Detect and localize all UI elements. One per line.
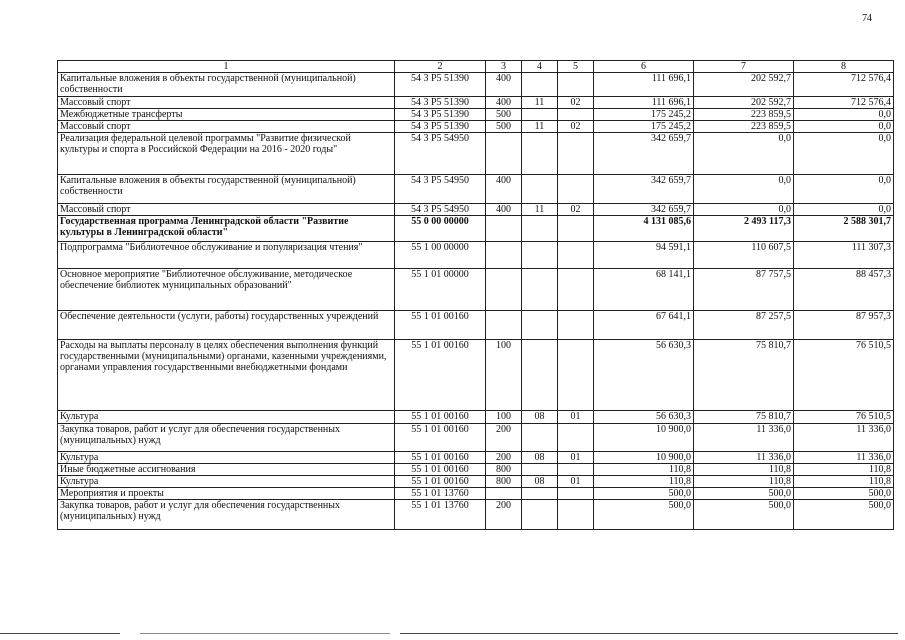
row-amount-7-cell: 0,0 — [694, 133, 794, 175]
row-expense-type-cell: 400 — [486, 175, 522, 204]
row-section-cell: 08 — [522, 476, 558, 488]
row-expense-type-cell: 400 — [486, 73, 522, 97]
table-header-row — [58, 61, 894, 73]
row-amount-8-cell: 11 336,0 — [794, 452, 894, 464]
row-subsection-cell: 01 — [558, 452, 594, 464]
table-row — [58, 242, 894, 269]
table-row — [58, 424, 894, 452]
table-row — [58, 269, 894, 311]
row-section-cell — [522, 340, 558, 411]
row-amount-7-cell: 75 810,7 — [694, 411, 794, 424]
row-amount-7-cell: 202 592,7 — [694, 73, 794, 97]
row-code-cell: 54 3 P5 51390 — [395, 121, 486, 133]
row-amount-8-cell: 0,0 — [794, 109, 894, 121]
row-section-cell: 11 — [522, 97, 558, 109]
row-name-cell: Массовый спорт — [58, 97, 395, 109]
row-subsection-cell: 01 — [558, 411, 594, 424]
row-code-cell: 55 1 01 00160 — [395, 340, 486, 411]
row-amount-8-cell: 0,0 — [794, 121, 894, 133]
table-row — [58, 121, 894, 133]
row-amount-8-cell: 11 336,0 — [794, 424, 894, 452]
row-name-cell: Обеспечение деятельности (услуги, работы) государственных учреждений — [58, 311, 395, 340]
row-subsection-cell — [558, 488, 594, 500]
row-section-cell — [522, 311, 558, 340]
row-amount-6-cell: 342 659,7 — [594, 133, 694, 175]
row-amount-7-cell: 500,0 — [694, 488, 794, 500]
table-row — [58, 97, 894, 109]
row-subsection-cell — [558, 424, 594, 452]
row-subsection-cell: 02 — [558, 204, 594, 216]
row-expense-type-cell — [486, 269, 522, 311]
row-section-cell — [522, 464, 558, 476]
row-amount-8-cell: 712 576,4 — [794, 97, 894, 109]
column-header: 5 — [558, 61, 594, 73]
row-name-cell: Иные бюджетные ассигнования — [58, 464, 395, 476]
row-section-cell — [522, 175, 558, 204]
row-name-cell: Закупка товаров, работ и услуг для обеспечения государственных (муниципальных) нужд — [58, 500, 395, 530]
row-amount-7-cell: 0,0 — [694, 175, 794, 204]
row-section-cell — [522, 488, 558, 500]
row-name-cell: Мероприятия и проекты — [58, 488, 395, 500]
row-subsection-cell — [558, 73, 594, 97]
row-section-cell — [522, 424, 558, 452]
row-code-cell: 55 1 00 00000 — [395, 242, 486, 269]
row-amount-6-cell: 111 696,1 — [594, 73, 694, 97]
row-amount-8-cell: 111 307,3 — [794, 242, 894, 269]
row-section-cell: 08 — [522, 452, 558, 464]
row-amount-7-cell: 110,8 — [694, 476, 794, 488]
row-amount-6-cell: 4 131 085,6 — [594, 216, 694, 242]
row-section-cell: 08 — [522, 411, 558, 424]
row-amount-6-cell: 94 591,1 — [594, 242, 694, 269]
table-row — [58, 175, 894, 204]
row-amount-7-cell: 0,0 — [694, 204, 794, 216]
row-name-cell: Культура — [58, 452, 395, 464]
table-body — [58, 73, 894, 530]
table-row — [58, 411, 894, 424]
row-name-cell: Реализация федеральной целевой программы "Развитие физической культуры и спорта в Российской Федерации на 2016 - 2020 годы" — [58, 133, 395, 175]
row-section-cell — [522, 133, 558, 175]
row-subsection-cell — [558, 242, 594, 269]
row-code-cell: 55 1 01 00160 — [395, 424, 486, 452]
row-section-cell — [522, 269, 558, 311]
table-row — [58, 73, 894, 97]
row-code-cell: 55 1 01 13760 — [395, 500, 486, 530]
row-amount-6-cell: 10 900,0 — [594, 424, 694, 452]
row-section-cell: 11 — [522, 121, 558, 133]
row-amount-7-cell: 87 757,5 — [694, 269, 794, 311]
row-name-cell: Государственная программа Ленинградской области "Развитие культуры в Ленинградской области" — [58, 216, 395, 242]
row-amount-7-cell: 11 336,0 — [694, 452, 794, 464]
row-amount-7-cell: 223 859,5 — [694, 121, 794, 133]
row-code-cell: 54 3 P5 54950 — [395, 133, 486, 175]
column-header: 4 — [522, 61, 558, 73]
row-amount-6-cell: 342 659,7 — [594, 204, 694, 216]
row-subsection-cell — [558, 133, 594, 175]
row-code-cell: 55 1 01 00160 — [395, 464, 486, 476]
row-subsection-cell — [558, 109, 594, 121]
row-amount-6-cell: 56 630,3 — [594, 411, 694, 424]
row-code-cell: 55 1 01 00160 — [395, 452, 486, 464]
row-amount-6-cell: 342 659,7 — [594, 175, 694, 204]
row-name-cell: Капитальные вложения в объекты государственной (муниципальной) собственности — [58, 175, 395, 204]
row-amount-8-cell: 0,0 — [794, 175, 894, 204]
row-name-cell: Культура — [58, 476, 395, 488]
table-row — [58, 204, 894, 216]
row-subsection-cell — [558, 311, 594, 340]
row-expense-type-cell — [486, 242, 522, 269]
row-name-cell: Закупка товаров, работ и услуг для обеспечения государственных (муниципальных) нужд — [58, 424, 395, 452]
row-amount-6-cell: 500,0 — [594, 500, 694, 530]
table-row — [58, 340, 894, 411]
row-expense-type-cell: 500 — [486, 109, 522, 121]
row-amount-6-cell: 175 245,2 — [594, 121, 694, 133]
row-expense-type-cell: 200 — [486, 452, 522, 464]
row-subsection-cell — [558, 216, 594, 242]
row-amount-6-cell: 111 696,1 — [594, 97, 694, 109]
row-code-cell: 55 1 01 00160 — [395, 476, 486, 488]
row-amount-6-cell: 68 141,1 — [594, 269, 694, 311]
row-section-cell — [522, 216, 558, 242]
budget-table — [57, 60, 894, 530]
row-name-cell: Массовый спорт — [58, 121, 395, 133]
row-subsection-cell — [558, 175, 594, 204]
row-code-cell: 55 1 01 00000 — [395, 269, 486, 311]
row-name-cell: Капитальные вложения в объекты государственной (муниципальной) собственности — [58, 73, 395, 97]
scan-artifact-line — [0, 633, 120, 634]
scan-artifact-line — [400, 633, 898, 634]
row-subsection-cell: 02 — [558, 97, 594, 109]
table-row — [58, 311, 894, 340]
row-amount-6-cell: 110,8 — [594, 464, 694, 476]
row-name-cell: Массовый спорт — [58, 204, 395, 216]
row-expense-type-cell: 400 — [486, 97, 522, 109]
row-amount-8-cell: 0,0 — [794, 204, 894, 216]
table-row — [58, 476, 894, 488]
row-expense-type-cell — [486, 133, 522, 175]
column-header: 8 — [794, 61, 894, 73]
row-section-cell — [522, 500, 558, 530]
row-amount-8-cell: 88 457,3 — [794, 269, 894, 311]
row-code-cell: 54 3 P5 51390 — [395, 109, 486, 121]
row-amount-8-cell: 2 588 301,7 — [794, 216, 894, 242]
table-row — [58, 452, 894, 464]
row-amount-8-cell: 110,8 — [794, 464, 894, 476]
row-expense-type-cell: 200 — [486, 500, 522, 530]
row-amount-8-cell: 87 957,3 — [794, 311, 894, 340]
row-amount-8-cell: 500,0 — [794, 488, 894, 500]
table-row — [58, 109, 894, 121]
table-row — [58, 488, 894, 500]
row-subsection-cell — [558, 500, 594, 530]
row-expense-type-cell: 100 — [486, 340, 522, 411]
row-amount-8-cell: 0,0 — [794, 133, 894, 175]
table-row — [58, 464, 894, 476]
row-code-cell: 54 3 P5 54950 — [395, 175, 486, 204]
row-name-cell: Подпрограмма "Библиотечное обслуживание и популяризация чтения" — [58, 242, 395, 269]
page-number: 74 — [862, 13, 872, 24]
scan-artifact-line — [140, 633, 390, 634]
row-subsection-cell — [558, 269, 594, 311]
row-subsection-cell — [558, 340, 594, 411]
row-subsection-cell: 01 — [558, 476, 594, 488]
row-expense-type-cell: 500 — [486, 121, 522, 133]
table-row — [58, 500, 894, 530]
row-expense-type-cell: 400 — [486, 204, 522, 216]
row-amount-8-cell: 76 510,5 — [794, 411, 894, 424]
row-amount-7-cell: 223 859,5 — [694, 109, 794, 121]
row-name-cell: Межбюджетные трансферты — [58, 109, 395, 121]
row-amount-7-cell: 110,8 — [694, 464, 794, 476]
row-amount-8-cell: 712 576,4 — [794, 73, 894, 97]
row-amount-6-cell: 110,8 — [594, 476, 694, 488]
column-header: 2 — [395, 61, 486, 73]
column-header: 3 — [486, 61, 522, 73]
row-expense-type-cell: 800 — [486, 476, 522, 488]
row-amount-6-cell: 56 630,3 — [594, 340, 694, 411]
row-code-cell: 54 3 P5 51390 — [395, 97, 486, 109]
row-code-cell: 54 3 P5 51390 — [395, 73, 486, 97]
row-code-cell: 54 3 P5 54950 — [395, 204, 486, 216]
row-amount-6-cell: 175 245,2 — [594, 109, 694, 121]
row-name-cell: Основное мероприятие "Библиотечное обслуживание, методическое обеспечение библиотек муниципальных образований" — [58, 269, 395, 311]
column-header: 6 — [594, 61, 694, 73]
row-name-cell: Расходы на выплаты персоналу в целях обеспечения выполнения функций государственными (муниципальными) органами, казенными учреждениями, органами управления государственными внебюджетными фондами — [58, 340, 395, 411]
table-row — [58, 133, 894, 175]
column-header: 1 — [58, 61, 395, 73]
row-expense-type-cell: 200 — [486, 424, 522, 452]
row-section-cell — [522, 73, 558, 97]
row-section-cell — [522, 242, 558, 269]
row-expense-type-cell: 100 — [486, 411, 522, 424]
row-code-cell: 55 1 01 00160 — [395, 311, 486, 340]
row-expense-type-cell: 800 — [486, 464, 522, 476]
column-header: 7 — [694, 61, 794, 73]
row-code-cell: 55 0 00 00000 — [395, 216, 486, 242]
row-amount-8-cell: 500,0 — [794, 500, 894, 530]
row-name-cell: Культура — [58, 411, 395, 424]
row-expense-type-cell — [486, 488, 522, 500]
row-amount-6-cell: 500,0 — [594, 488, 694, 500]
row-code-cell: 55 1 01 13760 — [395, 488, 486, 500]
row-subsection-cell: 02 — [558, 121, 594, 133]
row-amount-7-cell: 2 493 117,3 — [694, 216, 794, 242]
row-expense-type-cell — [486, 216, 522, 242]
row-amount-7-cell: 202 592,7 — [694, 97, 794, 109]
row-amount-6-cell: 67 641,1 — [594, 311, 694, 340]
row-section-cell: 11 — [522, 204, 558, 216]
row-subsection-cell — [558, 464, 594, 476]
row-amount-8-cell: 110,8 — [794, 476, 894, 488]
row-amount-7-cell: 87 257,5 — [694, 311, 794, 340]
row-amount-7-cell: 110 607,5 — [694, 242, 794, 269]
row-amount-8-cell: 76 510,5 — [794, 340, 894, 411]
table-row — [58, 216, 894, 242]
row-amount-7-cell: 75 810,7 — [694, 340, 794, 411]
row-amount-7-cell: 11 336,0 — [694, 424, 794, 452]
row-amount-7-cell: 500,0 — [694, 500, 794, 530]
row-code-cell: 55 1 01 00160 — [395, 411, 486, 424]
row-section-cell — [522, 109, 558, 121]
row-expense-type-cell — [486, 311, 522, 340]
row-amount-6-cell: 10 900,0 — [594, 452, 694, 464]
